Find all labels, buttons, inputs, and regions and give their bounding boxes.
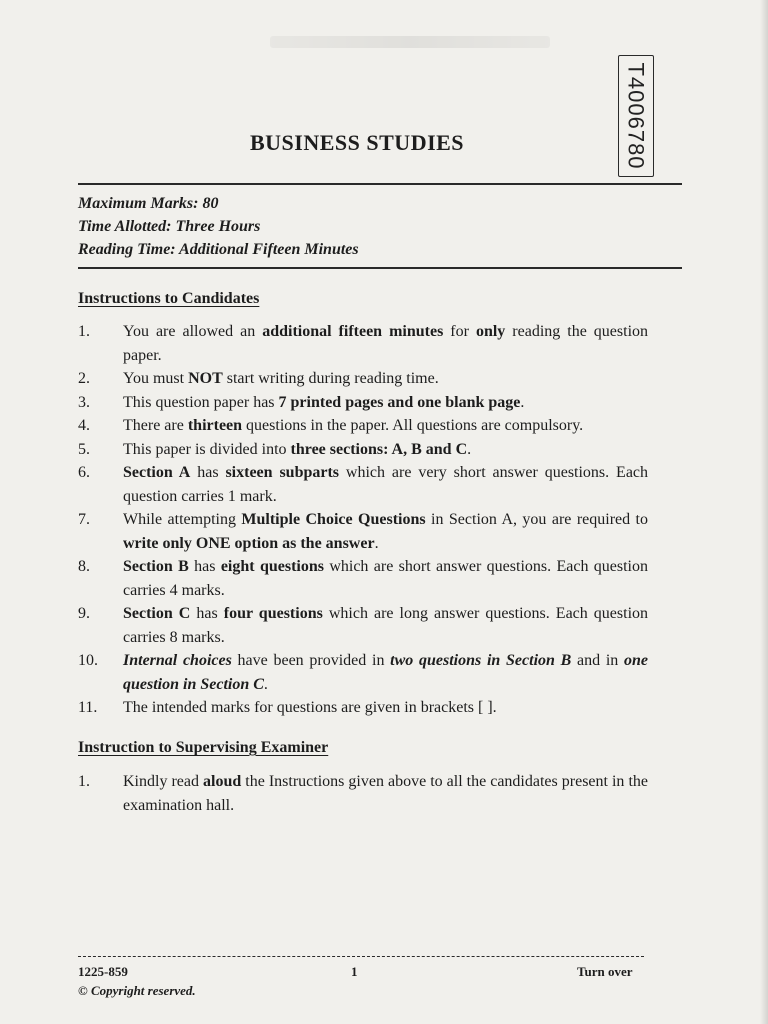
instruction-fragment: has	[190, 605, 224, 622]
instruction-fragment: Section C	[123, 605, 191, 622]
instruction-text	[123, 696, 648, 720]
turn-over: Turn over	[577, 964, 633, 979]
top-rule	[78, 183, 682, 185]
instruction-text	[123, 770, 648, 817]
instruction-fragment: start writing during reading time.	[222, 370, 439, 387]
instruction-fragment: additional fifteen minutes	[262, 323, 444, 340]
max-marks: Maximum Marks: 80	[78, 195, 219, 212]
paper-number: 1225-859	[78, 964, 128, 979]
instruction-fragment: which are very short answer questions. Each question carries 1 mark.	[123, 464, 649, 505]
instruction-fragment: in Section A, you are required to	[425, 511, 648, 528]
time-allotted: Time Allotted: Three Hours	[78, 218, 261, 235]
page-edge-shadow	[760, 0, 768, 1024]
examiner-instructions	[78, 770, 648, 817]
instruction-text	[123, 367, 648, 391]
instruction-number: 8.	[78, 558, 90, 575]
instruction-fragment: eight questions	[220, 558, 324, 575]
instruction-text	[123, 438, 648, 462]
instruction-fragment: You must	[123, 370, 189, 387]
paper-code-box	[618, 55, 654, 177]
reading-time: Reading Time: Additional Fifteen Minutes	[78, 241, 359, 258]
instruction-fragment: which are long answer questions. Each question carries 8 marks.	[123, 605, 649, 646]
instruction-fragment: which are short answer questions. Each question carries 4 marks.	[123, 558, 649, 599]
instruction-fragment: .	[520, 393, 525, 411]
instruction-fragment: two questions in Section B	[390, 652, 572, 669]
instruction-fragment: has	[188, 558, 221, 575]
instruction-fragment: You are allowed an	[123, 323, 263, 340]
instruction-fragment: Internal choices	[123, 652, 232, 669]
bleed-through-band	[270, 36, 550, 48]
copyright: © Copyright reserved.	[78, 983, 196, 998]
instruction-text	[123, 508, 648, 555]
instruction-fragment: Multiple Choice Questions	[241, 511, 426, 528]
instruction-text	[123, 414, 648, 438]
instruction-number: 5.	[78, 440, 90, 458]
instruction-fragment: This paper is divided into	[123, 440, 291, 458]
instruction-text	[123, 320, 648, 367]
footer-rule	[78, 956, 644, 957]
instruction-number: 3.	[78, 393, 90, 411]
instruction-item	[78, 602, 648, 649]
instruction-fragment: Section B	[123, 558, 189, 575]
instruction-number: 1.	[78, 323, 90, 340]
instruction-fragment: has	[190, 464, 226, 481]
instruction-text	[123, 391, 648, 415]
paper-code: T4006780	[624, 62, 649, 170]
instruction-fragment: Kindly read	[123, 773, 204, 790]
instruction-fragment: for	[443, 323, 476, 340]
instruction-item	[78, 461, 648, 508]
instruction-fragment: have been provided in	[231, 652, 391, 669]
instruction-fragment: This question paper has	[123, 393, 279, 411]
instruction-fragment: four questions	[223, 605, 323, 622]
instruction-number: 7.	[78, 511, 90, 528]
instruction-item	[78, 414, 648, 438]
instruction-number: 2.	[78, 370, 90, 387]
instruction-number: 9.	[78, 605, 90, 622]
instruction-item	[78, 508, 648, 555]
paper-title: BUSINESS STUDIES	[250, 130, 465, 155]
instruction-text	[123, 461, 648, 508]
paper-meta	[78, 192, 359, 261]
candidates-heading: Instructions to Candidates	[78, 290, 260, 307]
instruction-item	[78, 649, 648, 696]
instruction-number: 10.	[78, 652, 98, 669]
instruction-item	[78, 367, 648, 391]
instruction-fragment: only	[475, 323, 506, 340]
instruction-fragment: The intended marks for questions are given in brackets [ ].	[123, 699, 497, 716]
instruction-item	[78, 438, 648, 462]
instruction-fragment: and in	[571, 652, 625, 669]
instruction-number: 1.	[78, 773, 90, 790]
instruction-item	[78, 696, 648, 720]
instruction-item	[78, 770, 648, 817]
instruction-fragment: sixteen subparts	[225, 464, 340, 481]
instruction-fragment: .	[374, 534, 379, 552]
instruction-item	[78, 320, 648, 367]
instruction-number: 4.	[78, 417, 90, 434]
instruction-fragment: reading the question paper.	[123, 323, 649, 364]
instruction-item	[78, 391, 648, 415]
meta-rule	[78, 267, 682, 269]
instruction-fragment: write only ONE option as the answer	[123, 534, 375, 552]
instruction-text	[123, 555, 648, 602]
page-number: 1	[351, 964, 358, 979]
instruction-fragment: There are	[123, 417, 188, 434]
instruction-fragment: aloud	[203, 773, 242, 790]
instruction-text	[123, 649, 648, 696]
instruction-fragment: Section A	[123, 464, 191, 481]
instruction-number: 6.	[78, 464, 90, 481]
instruction-fragment: three sections: A, B and C	[290, 440, 468, 458]
instruction-fragment: questions in the paper. All questions are compulsory.	[242, 417, 584, 434]
instruction-fragment: 7 printed pages and one blank page	[278, 393, 521, 411]
instruction-fragment: thirteen	[187, 417, 243, 434]
instruction-fragment: the Instructions given above to all the candidates present in the examination hall.	[123, 773, 648, 814]
candidates-instructions	[78, 320, 648, 720]
instruction-fragment: .	[263, 675, 268, 693]
instruction-text	[123, 602, 648, 649]
examiner-heading: Instruction to Supervising Examiner	[78, 739, 329, 756]
instruction-fragment: NOT	[188, 370, 223, 387]
instruction-item	[78, 555, 648, 602]
instruction-fragment: one question in Section C	[123, 652, 649, 693]
instruction-number: 11.	[78, 699, 98, 716]
instruction-fragment: .	[467, 440, 472, 458]
instruction-fragment: While attempting	[123, 511, 242, 528]
